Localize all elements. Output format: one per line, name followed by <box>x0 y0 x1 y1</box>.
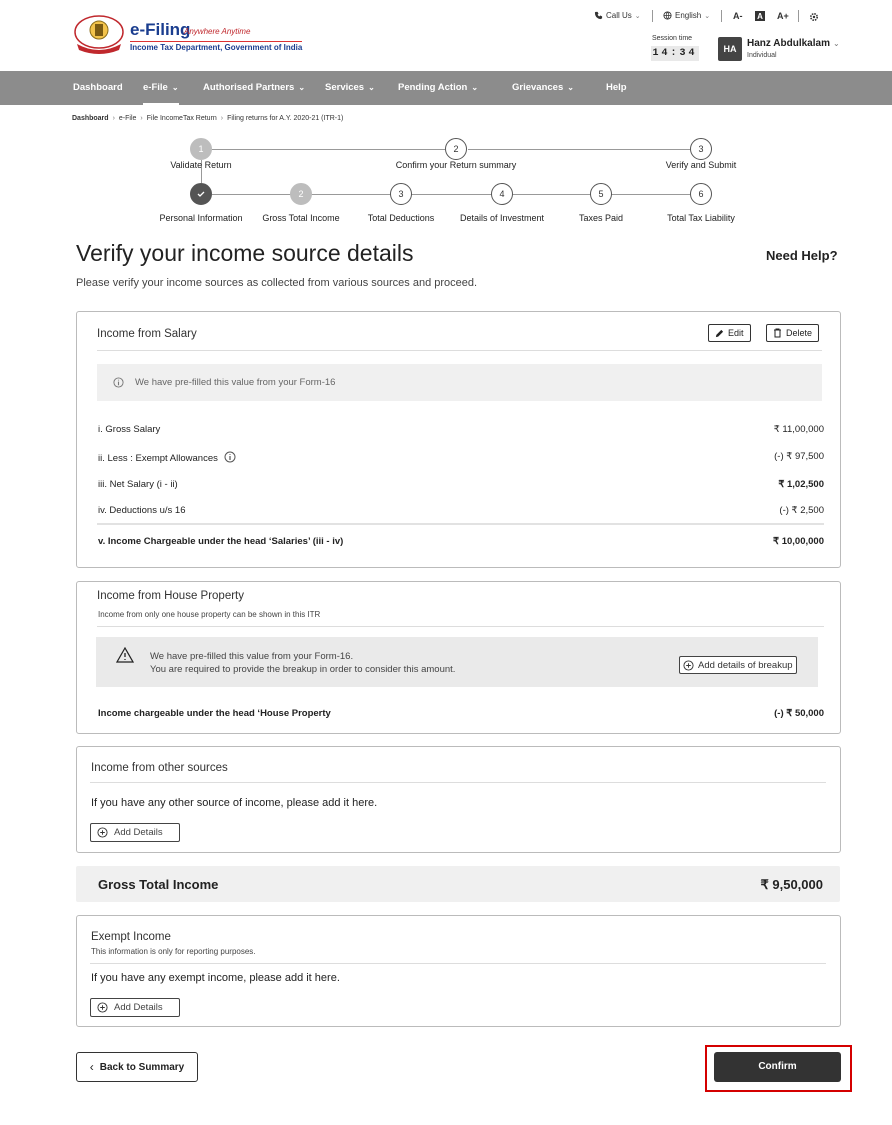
chevron-down-icon: ⌄ <box>567 83 574 92</box>
divider <box>97 350 822 351</box>
main-step-2-label: Confirm your Return summary <box>395 160 517 170</box>
sub-step-5-label: Taxes Paid <box>578 213 624 223</box>
breadcrumb <box>72 115 343 122</box>
page-subtitle: Please verify your income sources as collected from various sources and proceed. <box>76 277 478 289</box>
house-card-title: Income from House Property <box>97 590 245 602</box>
delete-button[interactable]: Delete <box>766 324 819 342</box>
sub-step-3: 3 <box>390 183 412 205</box>
chevron-down-icon: ⌄ <box>832 39 840 48</box>
call-us-menu[interactable] <box>594 11 641 20</box>
warning-line-2: You are required to provide the breakup in order to consider this amount. <box>150 664 456 675</box>
nav-pending-action[interactable]: Pending Action ⌄ <box>398 82 479 93</box>
chevron-right-icon: › <box>112 115 115 122</box>
main-nav <box>0 71 892 105</box>
breadcrumb-current: Filing returns for A.Y. 2020-21 (ITR-1) <box>227 115 344 122</box>
trash-icon <box>773 328 782 338</box>
font-normal-button[interactable]: A <box>755 11 765 21</box>
logo-title[interactable]: e-Filing <box>130 20 191 39</box>
chevron-down-icon: ⌄ <box>471 83 479 92</box>
main-step-1: 1 <box>190 138 212 160</box>
divider <box>97 626 824 627</box>
session-time-label: Session time <box>652 35 693 42</box>
user-role: Individual <box>747 52 777 59</box>
chevron-right-icon: › <box>220 115 224 122</box>
salary-card-title: Income from Salary <box>97 328 197 340</box>
chevron-right-icon: › <box>140 115 143 122</box>
divider <box>90 782 826 783</box>
salary-row-exempt: ii. Less : Exempt Allowances (-) ₹ 97,500 <box>98 451 824 464</box>
add-breakup-button[interactable]: Add details of breakup <box>679 656 797 674</box>
salary-row-net: iii. Net Salary (i - ii) ₹ 1,02,500 <box>98 479 824 490</box>
gross-total-bar <box>76 866 840 902</box>
nav-services[interactable]: Services ⌄ <box>325 82 375 93</box>
site-header <box>0 0 892 71</box>
add-exempt-income-button[interactable]: Add Details <box>90 998 180 1017</box>
divider <box>721 10 722 22</box>
plus-circle-icon <box>683 660 694 671</box>
warning-icon <box>116 647 134 663</box>
sub-step-2: 2 <box>290 183 312 205</box>
chevron-down-icon: ⌄ <box>368 83 375 92</box>
chevron-left-icon: ‹ <box>89 1060 94 1074</box>
nav-help[interactable]: Help <box>606 82 627 93</box>
salary-row-gross: i. Gross Salary ₹ 11,00,000 <box>98 424 824 435</box>
prefill-info-text: We have pre-filled this value from your Form-16 <box>135 377 336 388</box>
sub-step-1-label: Personal Information <box>159 213 243 223</box>
chevron-down-icon: ⌄ <box>298 83 306 92</box>
language-label: English <box>675 11 702 20</box>
font-decrease-button[interactable]: A- <box>733 11 743 21</box>
house-chargeable-row: Income chargeable under the head ‘House Property (-) ₹ 50,000 <box>98 708 824 719</box>
avatar[interactable]: HA <box>718 37 742 61</box>
exempt-card-title: Exempt Income <box>91 931 171 943</box>
other-card-title: Income from other sources <box>91 762 228 774</box>
house-card-subtitle: Income from only one house property can be shown in this ITR <box>98 610 321 619</box>
divider <box>97 523 824 525</box>
sub-step-2-label: Gross Total Income <box>262 213 340 223</box>
settings-gear-icon[interactable] <box>809 12 819 22</box>
pencil-icon <box>715 329 724 338</box>
other-sources-text: If you have any other source of income, please add it here. <box>91 797 378 809</box>
logo-tagline: Anywhere Anytime <box>184 27 251 36</box>
sub-step-5: 5 <box>590 183 612 205</box>
session-timer: 14:34 <box>652 48 698 59</box>
sub-step-4-label: Details of Investment <box>459 213 545 223</box>
breadcrumb-file-itr[interactable]: File IncomeTax Return <box>146 115 217 122</box>
info-icon <box>113 377 124 388</box>
sub-step-6-label: Total Tax Liability <box>667 213 735 223</box>
check-icon <box>190 183 212 205</box>
user-name[interactable]: Hanz Abdulkalam ⌄ <box>747 38 840 49</box>
sub-step-6: 6 <box>690 183 712 205</box>
step-connector <box>212 194 690 195</box>
nav-grievances[interactable]: Grievances ⌄ <box>512 82 574 93</box>
chevron-down-icon: ⌄ <box>171 83 179 92</box>
salary-row-chargeable: v. Income Chargeable under the head ‘Salaries’ (iii - iv) ₹ 10,00,000 <box>98 536 824 547</box>
warning-line-1: We have pre-filled this value from your Form-16. <box>150 651 354 662</box>
info-icon[interactable] <box>224 451 236 463</box>
step-connector <box>468 149 690 150</box>
main-step-3: 3 <box>690 138 712 160</box>
sub-step-3-label: Total Deductions <box>367 213 435 223</box>
back-to-summary-button[interactable]: ‹ Back to Summary <box>76 1052 198 1082</box>
divider <box>90 963 826 964</box>
exempt-income-text: If you have any exempt income, please add it here. <box>91 972 340 984</box>
emblem-logo-icon <box>73 14 125 56</box>
main-step-2: 2 <box>445 138 467 160</box>
language-select[interactable] <box>663 11 710 20</box>
chevron-down-icon: ⌄ <box>704 12 711 20</box>
call-us-label: Call Us <box>606 11 632 20</box>
main-step-1-label: Validate Return <box>170 160 232 170</box>
breadcrumb-e-file[interactable]: e-File <box>118 115 137 122</box>
confirm-button[interactable]: Confirm <box>714 1052 841 1082</box>
phone-icon <box>594 11 603 20</box>
nav-e-file[interactable]: e-File ⌄ <box>143 71 179 105</box>
divider <box>798 10 799 22</box>
main-step-3-label: Verify and Submit <box>665 160 737 170</box>
need-help-link[interactable]: Need Help? <box>766 248 838 263</box>
step-connector <box>212 149 445 150</box>
add-other-income-button[interactable]: Add Details <box>90 823 180 842</box>
edit-button[interactable]: Edit <box>708 324 751 342</box>
salary-row-deductions: iv. Deductions u/s 16 (-) ₹ 2,500 <box>98 505 824 516</box>
gross-total-label: Gross Total Income <box>98 877 219 892</box>
plus-circle-icon <box>97 827 108 838</box>
divider <box>652 10 653 22</box>
gross-total-value: ₹ 9,50,000 <box>760 877 823 892</box>
nav-dashboard[interactable]: Dashboard <box>73 82 123 93</box>
nav-authorised-partners[interactable]: Authorised Partners ⌄ <box>203 82 306 93</box>
chevron-down-icon: ⌄ <box>634 12 641 20</box>
page-title: Verify your income source details <box>76 240 414 266</box>
exempt-income-card <box>76 915 841 1027</box>
exempt-card-subtitle: This information is only for reporting purposes. <box>91 947 256 956</box>
breadcrumb-dashboard[interactable]: Dashboard <box>72 115 109 122</box>
font-increase-button[interactable]: A+ <box>777 11 789 21</box>
globe-icon <box>663 11 672 20</box>
logo-subtitle: Income Tax Department, Government of India <box>130 43 303 52</box>
plus-circle-icon <box>97 1002 108 1013</box>
sub-step-4: 4 <box>491 183 513 205</box>
